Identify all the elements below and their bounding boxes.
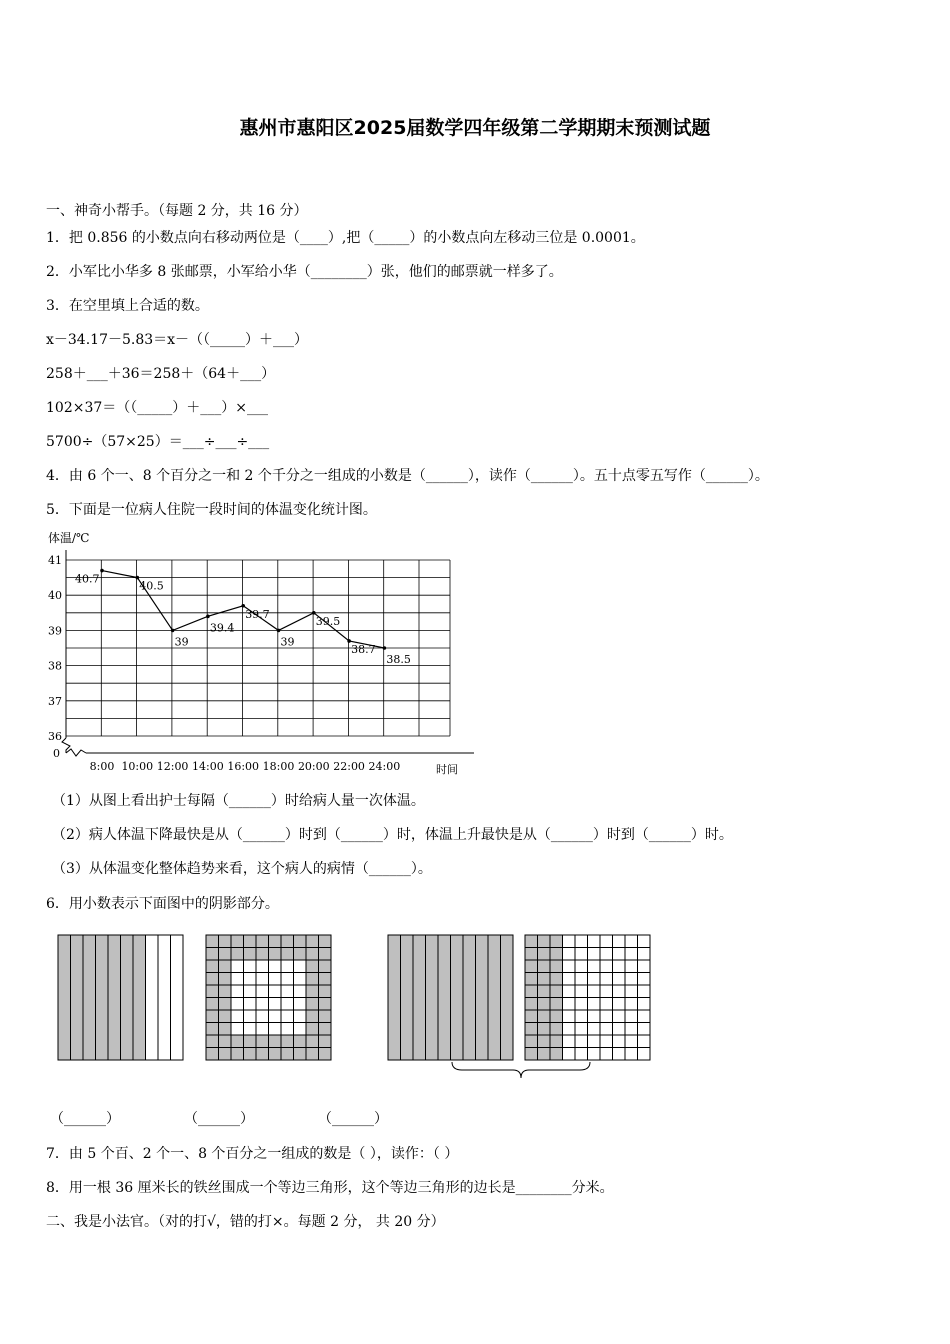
grid-cell: [550, 1048, 563, 1061]
grid-cell: [525, 960, 538, 973]
grid-cell: [306, 998, 319, 1011]
grid-cell: [563, 935, 576, 948]
section-2-heading: 二、我是小法官。（对的打√，错的打×。每题 2 分， 共 20 分）: [46, 1214, 445, 1230]
grid-cell: [306, 985, 319, 998]
grid-cell: [281, 948, 294, 961]
grid-cell: [269, 960, 282, 973]
data-label: 39.5: [315, 614, 341, 628]
grid-cell: [294, 985, 307, 998]
strip-cell: [96, 935, 109, 1060]
grid-cell: [613, 1048, 626, 1061]
grid-cell: [638, 1010, 651, 1023]
question-6: 6．用小数表示下面图中的阴影部分。: [46, 896, 279, 912]
question-5-part-2: （2）病人体温下降最快是从（______）时到（______）时，体温上升最快是从（______）时到（______）时。: [52, 827, 733, 843]
strip-cell: [121, 935, 134, 1060]
grid-cell: [231, 985, 244, 998]
grid-cell: [231, 1048, 244, 1061]
grid-cell: [588, 1048, 601, 1061]
grid-cell: [294, 1010, 307, 1023]
x-tick-label: 18:00: [262, 760, 295, 773]
data-label: 38.7: [351, 642, 376, 656]
grid-cell: [256, 1035, 269, 1048]
data-point: [206, 615, 210, 619]
strip-cell: [146, 935, 159, 1060]
grid-cell: [269, 973, 282, 986]
grid-cell: [563, 1010, 576, 1023]
grid-cell: [625, 1035, 638, 1048]
strip-cell: [58, 935, 71, 1060]
question-3-item-4: 5700÷（57×25）＝___÷___÷___: [46, 434, 270, 450]
grid-cell: [563, 960, 576, 973]
grid-cell: [306, 1023, 319, 1036]
grid-cell: [625, 973, 638, 986]
question-4: 4．由 6 个一、8 个百分之一和 2 个千分之一组成的小数是（______），读作（______）。五十点零五写作（______）。: [46, 468, 769, 484]
grid-cell: [244, 1048, 257, 1061]
grid-cell: [638, 1035, 651, 1048]
grid-cell: [575, 998, 588, 1011]
data-label: 39.4: [209, 621, 235, 635]
grid-cell: [231, 1010, 244, 1023]
grid-cell: [525, 973, 538, 986]
grid-cell: [538, 1023, 551, 1036]
question-5-part-1: （1）从图上看出护士每隔（______）时给病人量一次体温。: [52, 793, 425, 809]
grid-cell: [319, 973, 332, 986]
grid-cell: [244, 1010, 257, 1023]
grid-cell: [231, 935, 244, 948]
grid-cell: [281, 985, 294, 998]
data-point: [277, 629, 281, 633]
strip-cell: [476, 935, 489, 1060]
grid-cell: [588, 948, 601, 961]
section-1-heading: 一、神奇小帮手。（每题 2 分，共 16 分）: [46, 203, 308, 219]
grid-cell: [575, 1035, 588, 1048]
grid-cell: [294, 1048, 307, 1061]
grid-cell: [256, 985, 269, 998]
q6-answer-3: （______）: [318, 1111, 388, 1127]
grid-cell: [613, 960, 626, 973]
grid-cell: [269, 998, 282, 1011]
strip-cell: [71, 935, 84, 1060]
grid-cell: [575, 1023, 588, 1036]
grid-cell: [563, 1023, 576, 1036]
grid-cell: [638, 948, 651, 961]
y-tick-label: 0: [53, 747, 60, 760]
grid-cell: [206, 998, 219, 1011]
question-3: 3．在空里填上合适的数。: [46, 298, 209, 314]
grid-cell: [588, 960, 601, 973]
grid-cell: [319, 960, 332, 973]
question-3-item-3: 102×37＝（（_____）＋___）×___: [46, 400, 268, 416]
question-5: 5．下面是一位病人住院一段时间的体温变化统计图。: [46, 502, 377, 518]
grid-cell: [294, 1035, 307, 1048]
grid-cell: [613, 1023, 626, 1036]
data-point: [100, 569, 104, 573]
grid-cell: [281, 935, 294, 948]
grid-cell: [306, 1035, 319, 1048]
grid-cell: [281, 1023, 294, 1036]
grid-cell: [600, 948, 613, 961]
grid-cell: [638, 1048, 651, 1061]
grid-cell: [306, 960, 319, 973]
temperature-line-chart: [44, 528, 484, 780]
grid-cell: [613, 985, 626, 998]
grid-cell: [319, 935, 332, 948]
grid-cell: [600, 1035, 613, 1048]
y-tick-label: 36: [48, 730, 62, 743]
grid-cell: [319, 1048, 332, 1061]
y-axis-label: 体温/℃: [48, 531, 90, 545]
grid-cell: [613, 1035, 626, 1048]
grid-cell: [613, 998, 626, 1011]
grid-cell: [575, 973, 588, 986]
grid-cell: [538, 998, 551, 1011]
grid-cell: [269, 1010, 282, 1023]
grid-cell: [319, 948, 332, 961]
grid-cell: [638, 973, 651, 986]
grid-cell: [206, 948, 219, 961]
strip-cell: [426, 935, 439, 1060]
grid-cell: [269, 948, 282, 961]
question-5-part-3: （3）从体温变化整体趋势来看，这个病人的病情（______）。: [52, 861, 432, 877]
grid-cell: [244, 935, 257, 948]
data-point: [383, 646, 387, 650]
grid-cell: [613, 1010, 626, 1023]
grid-cell: [538, 960, 551, 973]
grid-cell: [206, 960, 219, 973]
q6-answer-2: （______）: [184, 1111, 254, 1127]
data-label: 39: [174, 635, 189, 649]
grid-cell: [281, 998, 294, 1011]
grid-cell: [550, 998, 563, 1011]
data-point: [171, 629, 175, 633]
grid-cell: [575, 1010, 588, 1023]
grid-cell: [600, 960, 613, 973]
grid-cell: [588, 998, 601, 1011]
grid-cell: [306, 1010, 319, 1023]
grid-cell: [219, 985, 232, 998]
grid-cell: [588, 1035, 601, 1048]
grid-cell: [538, 985, 551, 998]
x-tick-label: 16:00: [227, 760, 260, 773]
grid-cell: [600, 1010, 613, 1023]
grid-cell: [231, 998, 244, 1011]
grid-cell: [588, 935, 601, 948]
y-tick-label: 37: [48, 694, 62, 708]
grid-cell: [269, 1035, 282, 1048]
grid-cell: [231, 973, 244, 986]
grid-cell: [269, 1048, 282, 1061]
grid-cell: [625, 948, 638, 961]
grid-cell: [600, 985, 613, 998]
grid-cell: [588, 1023, 601, 1036]
grid-cell: [575, 935, 588, 948]
grid-cell: [219, 1035, 232, 1048]
grid-cell: [281, 960, 294, 973]
grid-cell: [319, 1035, 332, 1048]
grid-cell: [600, 1023, 613, 1036]
strip-cell: [501, 935, 514, 1060]
grid-cell: [244, 1023, 257, 1036]
grid-cell: [256, 948, 269, 961]
grid-cell: [294, 935, 307, 948]
grid-cell: [294, 948, 307, 961]
grid-cell: [575, 948, 588, 961]
grid-cell: [550, 1035, 563, 1048]
grid-cell: [600, 973, 613, 986]
grid-cell: [538, 973, 551, 986]
grid-cell: [525, 935, 538, 948]
grid-cell: [256, 1010, 269, 1023]
strip-cell: [463, 935, 476, 1060]
grid-cell: [244, 1035, 257, 1048]
grid-cell: [319, 1010, 332, 1023]
page-title: 惠州市惠阳区2025届数学四年级第二学期期末预测试题: [239, 117, 711, 139]
grid-cell: [256, 973, 269, 986]
grid-cell: [281, 1010, 294, 1023]
x-tick-label: 24:00: [368, 760, 401, 773]
grid-cell: [538, 1048, 551, 1061]
grid-cell: [306, 973, 319, 986]
question-2: 2．小军比小华多 8 张邮票，小军给小华（________）张，他们的邮票就一样多了。: [46, 264, 563, 280]
grid-cell: [563, 948, 576, 961]
grid-cell: [588, 1010, 601, 1023]
grid-cell: [319, 998, 332, 1011]
grid-cell: [625, 985, 638, 998]
question-3-item-2: 258＋___＋36＝258＋（64＋___）: [46, 366, 276, 382]
grid-cell: [575, 960, 588, 973]
strip-cell: [413, 935, 426, 1060]
data-label: 39.7: [245, 607, 270, 621]
grid-cell: [231, 948, 244, 961]
grid-cell: [294, 973, 307, 986]
grid-cell: [269, 1023, 282, 1036]
grid-cell: [625, 998, 638, 1011]
x-tick-label: 12:00: [156, 760, 189, 773]
grid-cell: [638, 960, 651, 973]
grid-cell: [600, 998, 613, 1011]
grid-cell: [550, 985, 563, 998]
grid-cell: [219, 935, 232, 948]
grid-cell: [525, 998, 538, 1011]
strip-cell: [171, 935, 184, 1060]
grid-cell: [563, 985, 576, 998]
grid-cell: [306, 948, 319, 961]
x-tick-label: 8:00: [89, 760, 115, 773]
grid-cell: [575, 1048, 588, 1061]
data-label: 38.5: [386, 653, 411, 666]
brace: [452, 1062, 590, 1078]
grid-cell: [613, 935, 626, 948]
grid-cell: [625, 1023, 638, 1036]
question-8: 8．用一根 36 厘米长的铁丝围成一个等边三角形，这个等边三角形的边长是________分米。: [46, 1180, 614, 1196]
shaded-grid-figures: [50, 928, 660, 1088]
strip-cell: [438, 935, 451, 1060]
grid-cell: [638, 998, 651, 1011]
grid-cell: [613, 973, 626, 986]
grid-cell: [525, 1048, 538, 1061]
grid-cell: [563, 1048, 576, 1061]
grid-cell: [525, 948, 538, 961]
data-label: 40.5: [139, 579, 164, 593]
grid-cell: [244, 973, 257, 986]
x-tick-label: 14:00: [192, 760, 224, 773]
grid-cell: [219, 998, 232, 1011]
grid-cell: [575, 985, 588, 998]
strip-cell: [158, 935, 171, 1060]
grid-cell: [244, 960, 257, 973]
strip-cell: [108, 935, 121, 1060]
grid-cell: [231, 1035, 244, 1048]
grid-cell: [256, 1023, 269, 1036]
grid-cell: [600, 935, 613, 948]
grid-cell: [588, 973, 601, 986]
grid-cell: [319, 985, 332, 998]
strip-cell: [133, 935, 146, 1060]
grid-cell: [256, 1048, 269, 1061]
strip-cell: [451, 935, 464, 1060]
grid-cell: [219, 973, 232, 986]
grid-cell: [244, 948, 257, 961]
grid-cell: [219, 948, 232, 961]
grid-cell: [550, 948, 563, 961]
grid-cell: [525, 1035, 538, 1048]
grid-cell: [219, 1010, 232, 1023]
grid-cell: [206, 1010, 219, 1023]
grid-cell: [219, 960, 232, 973]
grid-cell: [613, 948, 626, 961]
grid-cell: [600, 1048, 613, 1061]
question-7: 7．由 5 个百、2 个一、8 个百分之一组成的数是（ ），读作：（ ）: [46, 1146, 459, 1162]
strip-cell: [388, 935, 401, 1060]
grid-cell: [244, 998, 257, 1011]
grid-cell: [256, 935, 269, 948]
grid-cell: [538, 948, 551, 961]
question-3-item-1: x－34.17－5.83＝x－（（_____）＋___）: [46, 332, 309, 348]
grid-cell: [563, 973, 576, 986]
grid-cell: [525, 1010, 538, 1023]
grid-cell: [525, 1023, 538, 1036]
grid-cell: [625, 1010, 638, 1023]
grid-cell: [206, 985, 219, 998]
y-tick-label: 39: [48, 624, 62, 638]
grid-cell: [550, 973, 563, 986]
grid-cell: [231, 1023, 244, 1036]
axis-break-zigzag: [66, 749, 86, 756]
grid-cell: [294, 1023, 307, 1036]
grid-cell: [281, 1035, 294, 1048]
grid-cell: [256, 960, 269, 973]
grid-cell: [538, 1010, 551, 1023]
grid-cell: [319, 1023, 332, 1036]
data-label: 40.7: [75, 572, 100, 586]
y-tick-label: 40: [48, 589, 62, 603]
grid-cell: [550, 960, 563, 973]
q6-answer-1: （______）: [50, 1111, 120, 1127]
grid-cell: [206, 935, 219, 948]
grid-cell: [538, 935, 551, 948]
grid-cell: [269, 935, 282, 948]
grid-cell: [625, 1048, 638, 1061]
grid-cell: [244, 985, 257, 998]
grid-cell: [550, 935, 563, 948]
grid-cell: [550, 1023, 563, 1036]
grid-cell: [525, 985, 538, 998]
question-1: 1．把 0.856 的小数点向右移动两位是（____）,把（_____）的小数点向左移动三位是 0.0001。: [46, 230, 645, 246]
grid-cell: [306, 935, 319, 948]
grid-cell: [269, 985, 282, 998]
y-tick-label: 41: [48, 554, 62, 567]
grid-cell: [231, 960, 244, 973]
grid-cell: [625, 960, 638, 973]
grid-cell: [219, 1023, 232, 1036]
grid-cell: [294, 960, 307, 973]
strip-cell: [488, 935, 501, 1060]
grid-cell: [638, 1023, 651, 1036]
grid-cell: [294, 998, 307, 1011]
grid-cell: [638, 935, 651, 948]
strip-cell: [83, 935, 96, 1060]
grid-cell: [588, 985, 601, 998]
x-tick-label: 22:00: [333, 760, 365, 773]
grid-cell: [281, 1048, 294, 1061]
data-label: 39: [280, 635, 295, 649]
grid-cell: [206, 1048, 219, 1061]
grid-cell: [538, 1035, 551, 1048]
grid-cell: [638, 985, 651, 998]
y-tick-label: 38: [48, 659, 62, 673]
x-tick-label: 10:00: [121, 760, 154, 773]
grid-cell: [256, 998, 269, 1011]
grid-cell: [550, 1010, 563, 1023]
x-axis-label: 时间: [436, 763, 458, 776]
grid-cell: [306, 1048, 319, 1061]
grid-cell: [625, 935, 638, 948]
strip-cell: [401, 935, 414, 1060]
grid-cell: [281, 973, 294, 986]
grid-cell: [563, 998, 576, 1011]
grid-cell: [206, 973, 219, 986]
grid-cell: [206, 1035, 219, 1048]
grid-cell: [219, 1048, 232, 1061]
grid-cell: [563, 1035, 576, 1048]
x-tick-label: 20:00: [297, 760, 330, 773]
grid-cell: [206, 1023, 219, 1036]
